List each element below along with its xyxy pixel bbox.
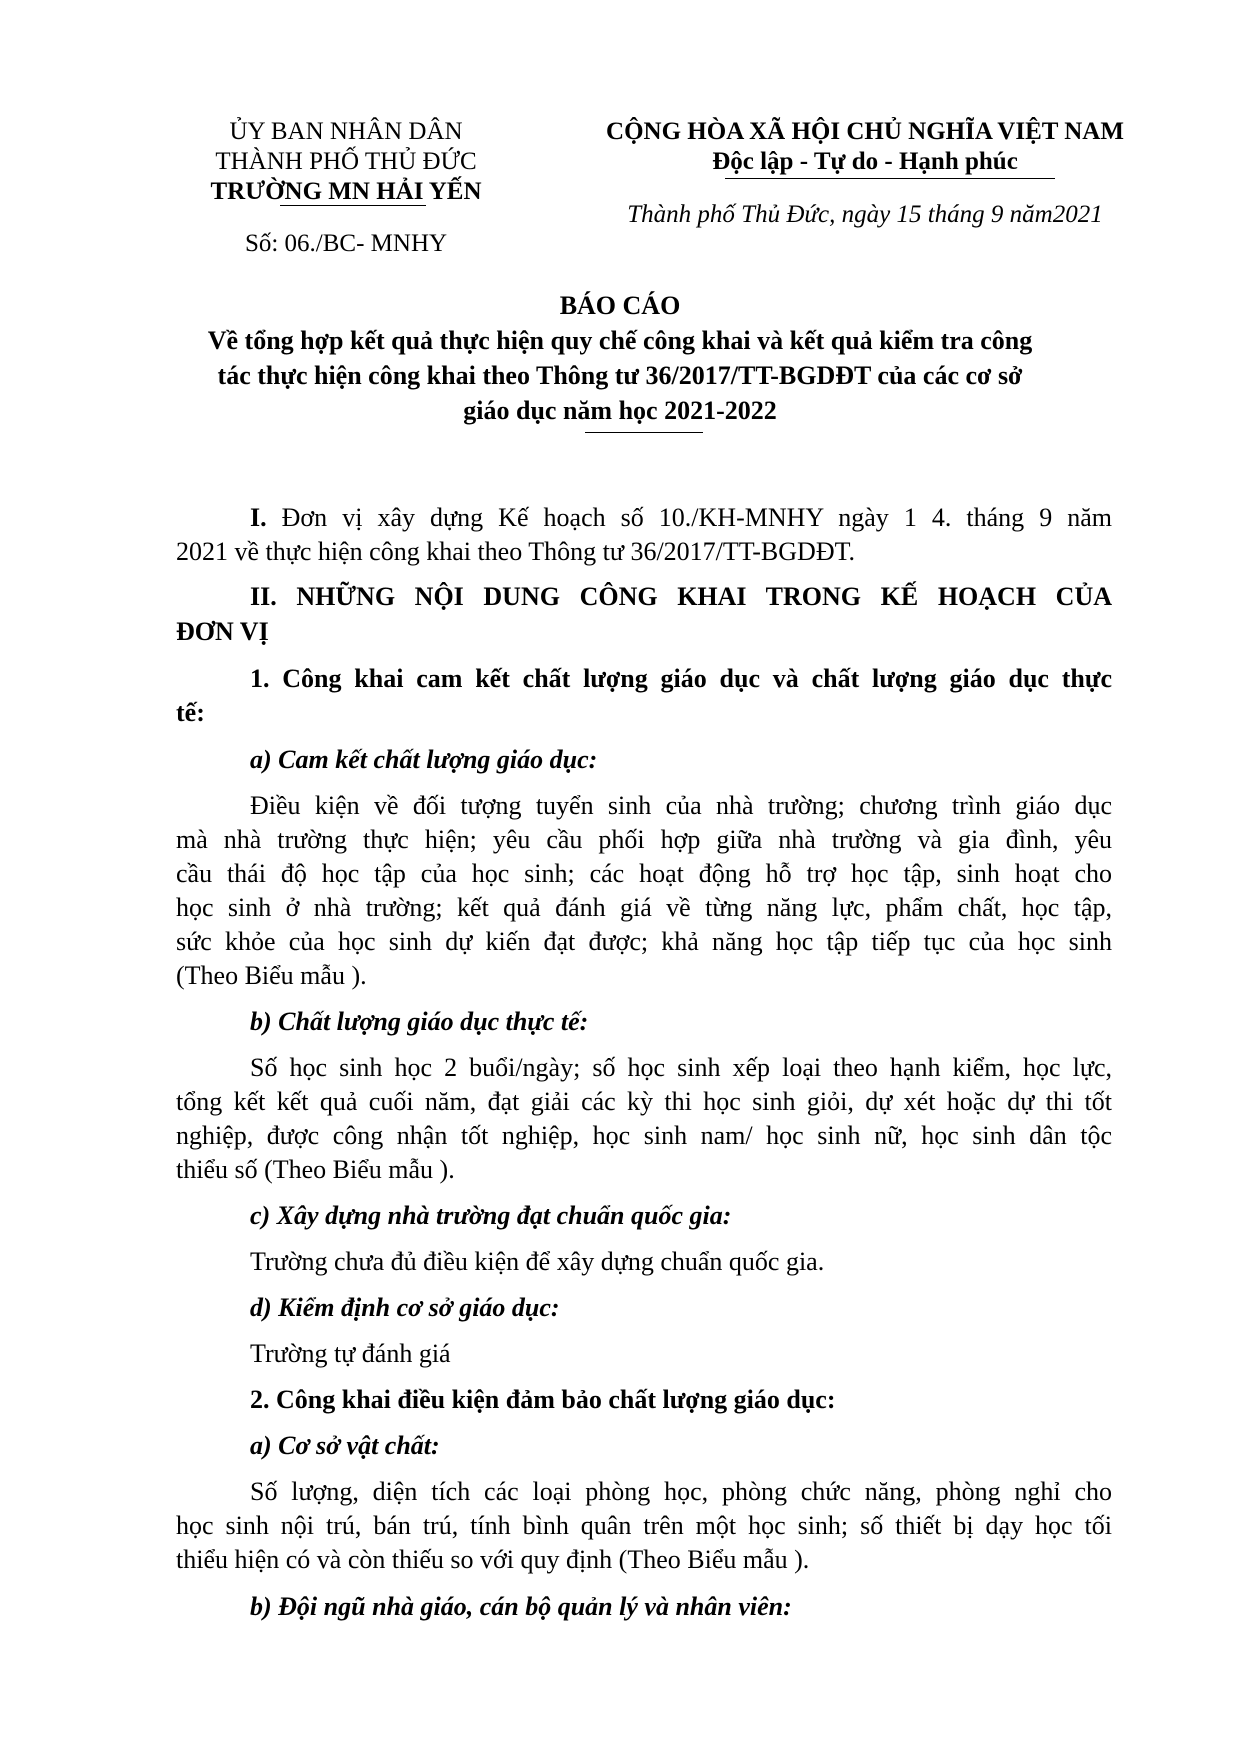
report-title: BÁO CÁO bbox=[559, 291, 681, 320]
title-underline bbox=[585, 432, 703, 433]
motto-underline bbox=[725, 178, 1055, 179]
paragraph-line: Trường chưa đủ điều kiện để xây dựng chuẩn quốc gia. bbox=[250, 1247, 825, 1276]
subheading-1a: a) Cam kết chất lượng giáo dục: bbox=[250, 745, 598, 774]
place-date: Thành phố Thủ Đức, ngày 15 tháng 9 năm2021 bbox=[627, 201, 1103, 228]
report-subtitle bbox=[120, 323, 1120, 428]
school-name: TRƯỜNG MN HẢI YẾN bbox=[210, 178, 482, 205]
paragraph-line: (Theo Biểu mẫu ). bbox=[176, 961, 367, 990]
motto: Độc lập - Tự do - Hạnh phúc bbox=[712, 148, 1018, 175]
subheading-1c: c) Xây dựng nhà trường đạt chuẩn quốc gia: bbox=[250, 1201, 732, 1230]
subtitle-line: Về tổng hợp kết quả thực hiện quy chế công khai và kết quả kiểm tra công bbox=[207, 326, 1033, 355]
paragraph-line: Số học sinh học 2 buổi/ngày; số học sinh xếp loại theo hạnh kiểm, học lực, bbox=[250, 1053, 1112, 1082]
paragraph-line: Điều kiện về đối tượng tuyển sinh của nhà trường; chương trình giáo dục bbox=[250, 791, 1112, 820]
paragraph-line: nghiệp, được công nhận tốt nghiệp, học sinh nam/ học sinh nữ, học sinh dân tộc bbox=[176, 1121, 1112, 1150]
section-1-line-2: 2021 về thực hiện công khai theo Thông tư 36/2017/TT-BGDĐT. bbox=[176, 537, 856, 566]
paragraph-line: học sinh ở nhà trường; kết quả đánh giá về từng năng lực, phẩm chất, học tập, bbox=[176, 893, 1112, 922]
paragraph-line: tổng kết kết quả cuối năm, đạt giải các kỳ thi học sinh giỏi, dự xét hoặc dự thi tốt bbox=[176, 1087, 1112, 1116]
nation-title: CỘNG HÒA XÃ HỘI CHỦ NGHĨA VIỆT NAM bbox=[606, 118, 1124, 145]
header-left bbox=[190, 117, 502, 207]
paragraph-line: Số lượng, diện tích các loại phòng học, phòng chức năng, phòng nghỉ cho bbox=[250, 1477, 1112, 1506]
section-1-line-1: I. Đơn vị xây dựng Kế hoạch số 10./KH-MNHY ngày 1 4. tháng 9 năm bbox=[250, 503, 1112, 532]
paragraph-line: thiểu hiện có và còn thiếu so với quy định (Theo Biểu mẫu ). bbox=[176, 1545, 810, 1574]
paragraph-line: sức khỏe của học sinh dự kiến đạt được; khả năng học tập tiếp tục của học sinh bbox=[176, 927, 1112, 956]
section-2-heading-cont: ĐƠN VỊ bbox=[176, 617, 269, 646]
heading-2: 2. Công khai điều kiện đảm bảo chất lượng giáo dục: bbox=[250, 1385, 836, 1414]
subheading-1b: b) Chất lượng giáo dục thực tế: bbox=[250, 1007, 589, 1036]
heading-1-cont: tế: bbox=[176, 698, 205, 727]
paragraph-line: học sinh nội trú, bán trú, tính bình quân trên một học sinh; số thiết bị dạy học tối bbox=[176, 1511, 1112, 1540]
paragraph-line: thiểu số (Theo Biểu mẫu ). bbox=[176, 1155, 455, 1184]
authority-line-2: THÀNH PHỐ THỦ ĐỨC bbox=[215, 148, 477, 175]
subheading-2a: a) Cơ sở vật chất: bbox=[250, 1431, 440, 1460]
document-number: Số: 06./BC- MNHY bbox=[244, 230, 448, 257]
authority-line-1: ỦY BAN NHÂN DÂN bbox=[229, 118, 463, 145]
subtitle-line: tác thực hiện công khai theo Thông tư 36/2017/TT-BGDĐT của các cơ sở bbox=[217, 361, 1023, 390]
paragraph-line: cầu thái độ học tập của học sinh; các hoạt động hỗ trợ học tập, sinh hoạt cho bbox=[176, 859, 1112, 888]
subtitle-line: giáo dục năm học 2021-2022 bbox=[463, 396, 777, 425]
paragraph-line: Trường tự đánh giá bbox=[250, 1339, 451, 1368]
paragraph-line: mà nhà trường thực hiện; yêu cầu phối hợp giữa nhà trường và gia đình, yêu bbox=[176, 825, 1112, 854]
section-1-label: I. bbox=[250, 503, 267, 532]
section-2-heading: II. NHỮNG NỘI DUNG CÔNG KHAI TRONG KẾ HOẠCH CỦA bbox=[250, 582, 1112, 611]
heading-1: 1. Công khai cam kết chất lượng giáo dục và chất lượng giáo dục thực bbox=[250, 664, 1112, 693]
subheading-2b: b) Đội ngũ nhà giáo, cán bộ quản lý và nhân viên: bbox=[250, 1592, 792, 1621]
subheading-1d: d) Kiểm định cơ sở giáo dục: bbox=[250, 1293, 560, 1322]
school-underline bbox=[280, 205, 426, 206]
